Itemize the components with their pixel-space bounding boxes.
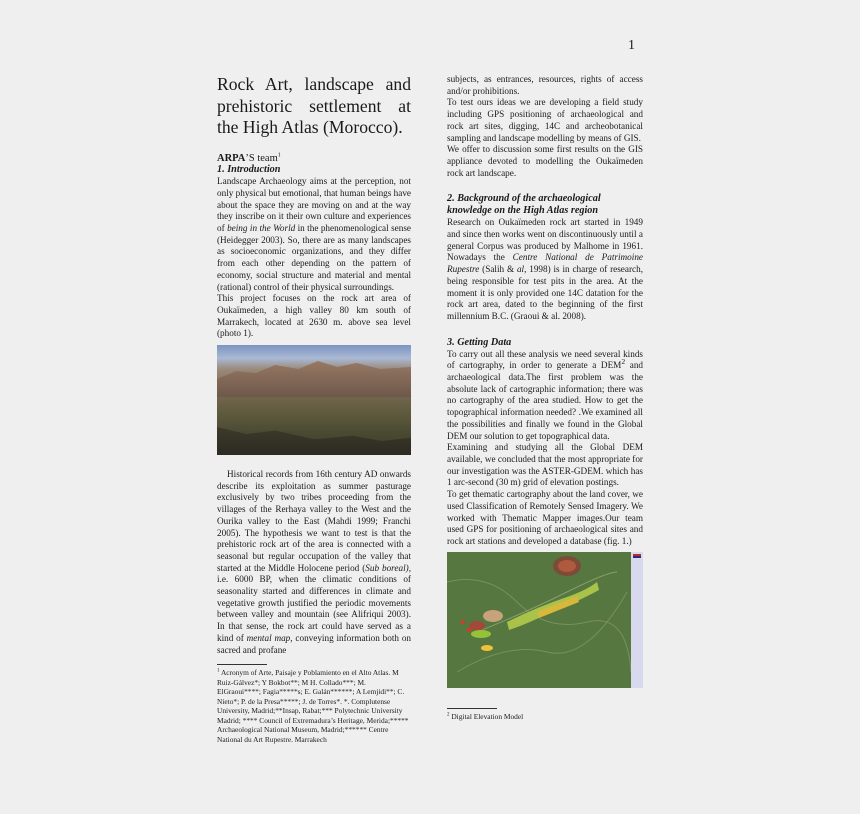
heading-background: 2. Background of the archaeological knowledge on the High Atlas region [447,193,601,217]
heading-getting-data: 3. Getting Data [447,336,512,348]
intro-p3-b: i.e. 6000 BP, when the climatic conditions of seasonality started and differences in climate and vegetative growth justified the periodic movements between valley and mountain (see Alifriqui 2003). In that sense, the rock art could have served as a kind of [217,574,411,643]
intro-paragraph-6: We offer to discussion some first results on the GIS appliance devoted to modelling the Oukaïmeden rock art landscape. [447,144,643,178]
intro-p3-em: Sub boreal), [365,562,411,573]
team-line [217,153,411,165]
data-p1-a: To carry out all these analysis we need several kinds of cartography, in order to generate a DEM [447,348,643,371]
background-b: (Salih & [479,264,517,275]
data-p1-b: and archaeological data.The first problem was the absolute lack of cartographic information; there was no cartography of the area studied. How to get the topographical information needed? .We examined all the possibilities and finally we found in the Global DEM our solution to get topographical data. [447,360,644,441]
intro-p1-a: Landscape Archaeology aims at the perception, not only physical but emotional, that human beings have about the space they are moving on and at the way they inscribe on it their own culture and experiences of [217,176,411,234]
page-number: 1 [628,38,635,53]
map-graphic [447,552,643,688]
right-column [447,74,643,721]
intro-paragraph-4: subjects, as entrances, resources, rights of access and/or prohibitions. [447,74,643,96]
photo-mountains [217,357,411,397]
left-column [217,74,411,744]
intro-p3-a: Historical records from 16th century AD onwards describe its exploitation as summer pasturage exclusively by two tribes proceeding from the villages of the Rerhaya valley to the West and the Ourika valley to the East (Mahdi 1999; Franchi 2005). The hypothesis we want to test is that the prehistoric rock art of the area is connected with a seasonal but regular occupation of the valley that started at the Middle Holocene period ( [217,469,411,573]
footnote-rule-left [217,664,267,665]
intro-paragraph-5: To test ours ideas we are developing a field study including GPS positioning of archaeological and rock art sites, digging, 14C and archeobotanical sampling and landscape modelling by means of GIS. [447,97,643,143]
team-bold: ARPA [217,152,246,164]
landscape-photo [217,345,411,455]
footnote-1-mark: 1 [217,668,220,674]
intro-p3-em2: mental map [246,632,291,643]
background-paragraph [447,217,643,322]
spacer [447,179,643,193]
intro-paragraph-3 [217,469,411,656]
background-a: Research on Oukaïmeden rock art started in 1949 and since then works went on discontinuously until a general Corpus was produced by Malhome in 1961. Nowadays the [447,217,643,263]
data-paragraph-3: To get thematic cartography about the land cover, we used Classification of Remotely Sensed Imagery. We worked with Thematic Mapper images.Our team used GPS for positioning of archaeological sites and rock art stations and developed a database (fig. 1.) [447,489,643,546]
paper-title: Rock Art, landscape and prehistoric settlement at the High Atlas (Morocco). [217,74,411,137]
footnote-2-text: Digital Elevation Model [449,711,524,721]
intro-paragraph-2: This project focuses on the rock art area of Oukaïmeden, a high valley 80 km south of Marrakech, located at 2630 m. above sea level (photo 1). [217,293,411,339]
spacer [447,323,643,337]
intro-p3-c: , conveying information both on sacred and profane [217,632,412,655]
data-paragraph-1 [447,349,643,443]
intro-p1-em: being in the World [227,223,296,234]
footnote-rule-right [447,708,497,709]
background-em: Centre National de Patrimoine Rupestre [447,252,643,275]
footnote-1-text: Acronym of Arte, Paisaje y Poblamiento en el Alto Atlas. M Ruiz-Gálvez*; Y Bokbot**; M H. Collado***; M. ElGraoui****; Fagia*****s; E. Galán******; A Lemjidi**; C. Nieto*; P. de la Presa*****; J. de Torres*. *. Complutense University, Madrid;**Insap, Rabat;*** Polytechnic University Madrid; **** Council of Extremadura’s Heritage, Merida;***** Archaeological National Museum, Madrid;****** Centre National du Art Rupestre. Marrakech [217,668,409,744]
intro-p1-b: in the phenomenological sense (Heidegger 2003). So, there are as many landscapes as socioeconomic organizations, and they differ from each other depending on the pattern of economy, social structure and material and mental (rational) control of their physical surroundings. [217,223,411,292]
footnote-2 [447,712,643,722]
data-p1-sup: 2 [621,357,626,367]
map-flag-icon [633,554,641,558]
intro-paragraph-1 [217,176,411,293]
team-rest: ’S team [245,152,278,164]
footnote-2-mark: 2 [447,712,450,718]
background-c: , 1998) is in charge of research, being responsible for test pits in the area. At the moment it is only provided one 14C datation for the rock art area, dated to the beginning of the first millennium B.C. (Graoui & al. 2008). [447,264,643,321]
gis-map-figure [447,552,643,688]
heading-introduction: 1. Introduction [217,164,281,176]
footnote-1 [217,668,411,744]
data-paragraph-2: Examining and studying all the Global DEM available, we concluded that the most appropriate for our investigation was the ASTER-GDEM. which has 1 arc-second (30 m) grid of elevation postings. [447,442,643,488]
photo-foreground [217,420,411,455]
map-legend-bar [631,552,643,688]
background-em2: al [516,264,525,275]
team-sup: 1 [277,152,281,158]
